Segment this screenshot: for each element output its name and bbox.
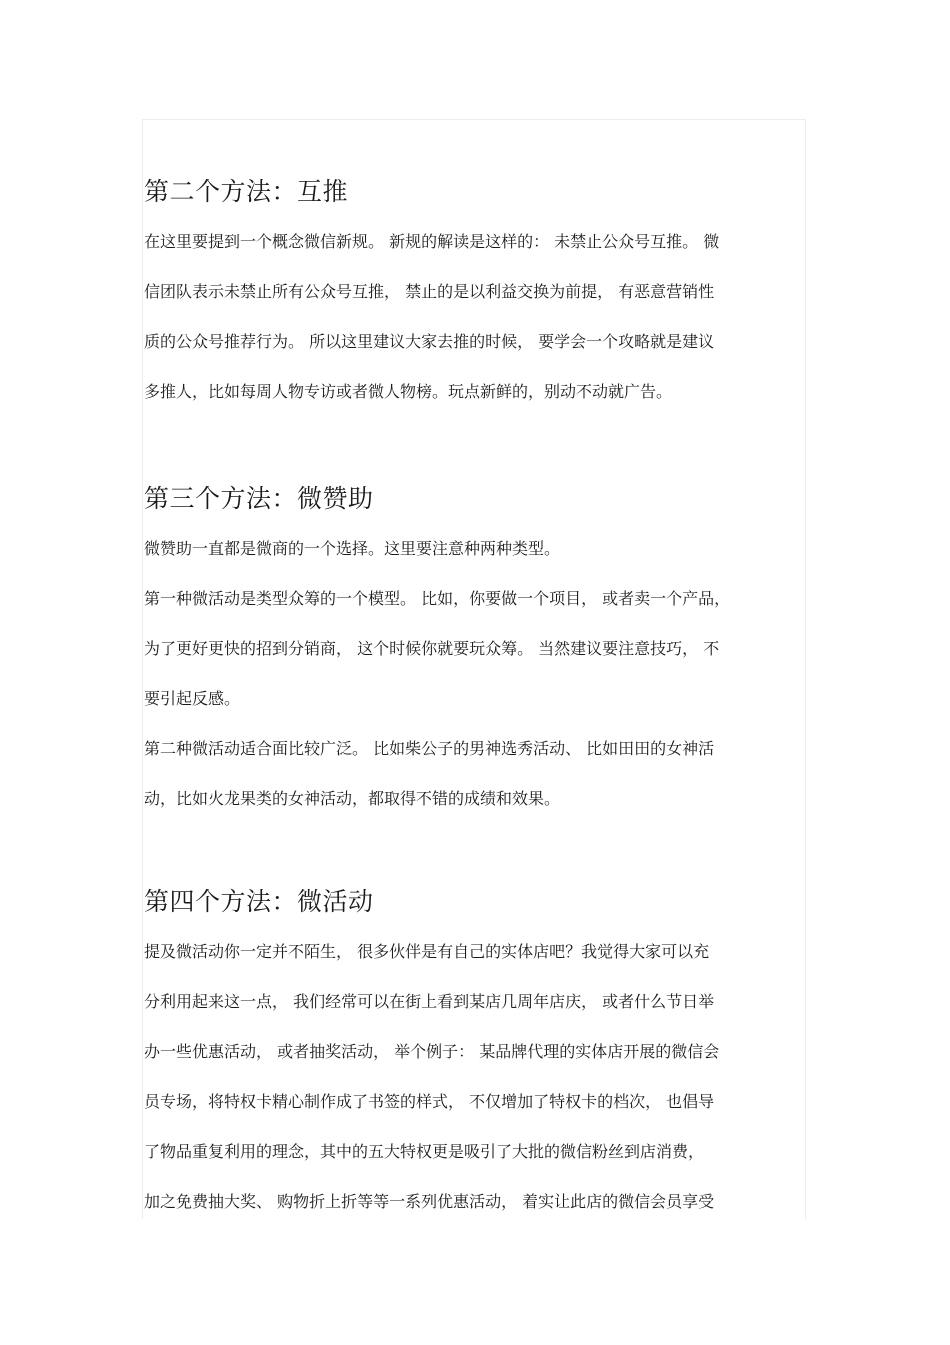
section-heading: 第四个方法：微活动: [144, 887, 374, 916]
section-heading: 第三个方法：微赞助: [144, 484, 374, 513]
text-line: 分利用起来这一点， 我们经常可以在街上看到某店几周年店庆， 或者什么节日举: [144, 992, 715, 1011]
section-micro-activity: [144, 880, 806, 1227]
text-line: 微赞助一直都是微商的一个选择。这里要注意种两种类型。: [144, 539, 561, 558]
paragraph: [144, 217, 806, 417]
text-line: 员专场，将特权卡精心制作成了书签的样式， 不仅增加了特权卡的档次， 也倡导: [144, 1092, 715, 1111]
text-line: 动，比如火龙果类的女神活动，都取得不错的成绩和效果。: [144, 789, 561, 808]
section-heading: 第二个方法：互推: [144, 177, 349, 206]
section-mutual-promotion: [144, 170, 806, 417]
text-line: 办一些优惠活动， 或者抽奖活动， 举个例子： 某品牌代理的实体店开展的微信会: [144, 1042, 720, 1061]
text-line: 第二种微活动适合面比较广泛。 比如柴公子的男神选秀活动、 比如田田的女神活: [144, 739, 715, 758]
paragraph: [144, 927, 806, 1227]
section-micro-sponsorship: [144, 477, 806, 824]
text-line: 为了更好更快的招到分销商， 这个时候你就要玩众筹。 当然建议要注意技巧， 不: [144, 639, 720, 658]
text-line: 质的公众号推荐行为。 所以这里建议大家去推的时候， 要学会一个攻略就是建议: [144, 332, 715, 351]
section-spacer: [144, 824, 806, 880]
text-line: 提及微活动你一定并不陌生， 很多伙伴是有自己的实体店吧？我觉得大家可以充: [144, 942, 710, 961]
text-line: 加之免费抽大奖、 购物折上折等等一系列优惠活动， 着实让此店的微信会员享受: [144, 1192, 715, 1211]
text-line: 要引起反感。: [144, 689, 241, 708]
text-line: 多推人，比如每周人物专访或者微人物榜。玩点新鲜的，别动不动就广告。: [144, 382, 673, 401]
text-line: 了物品重复利用的理念，其中的五大特权更是吸引了大批的微信粉丝到店消费，: [144, 1142, 705, 1161]
text-line: 第一种微活动是类型众筹的一个模型。 比如，你要做一个项目， 或者卖一个产品，: [144, 589, 731, 608]
section-spacer: [144, 417, 806, 477]
text-line: 信团队表示未禁止所有公众号互推， 禁止的是以利益交换为前提， 有恶意营销性: [144, 282, 715, 301]
paragraph: [144, 524, 806, 824]
document-body: [144, 170, 806, 1227]
text-line: 在这里要提到一个概念微信新规。 新规的解读是这样的： 未禁止公众号互推。 微: [144, 232, 720, 251]
